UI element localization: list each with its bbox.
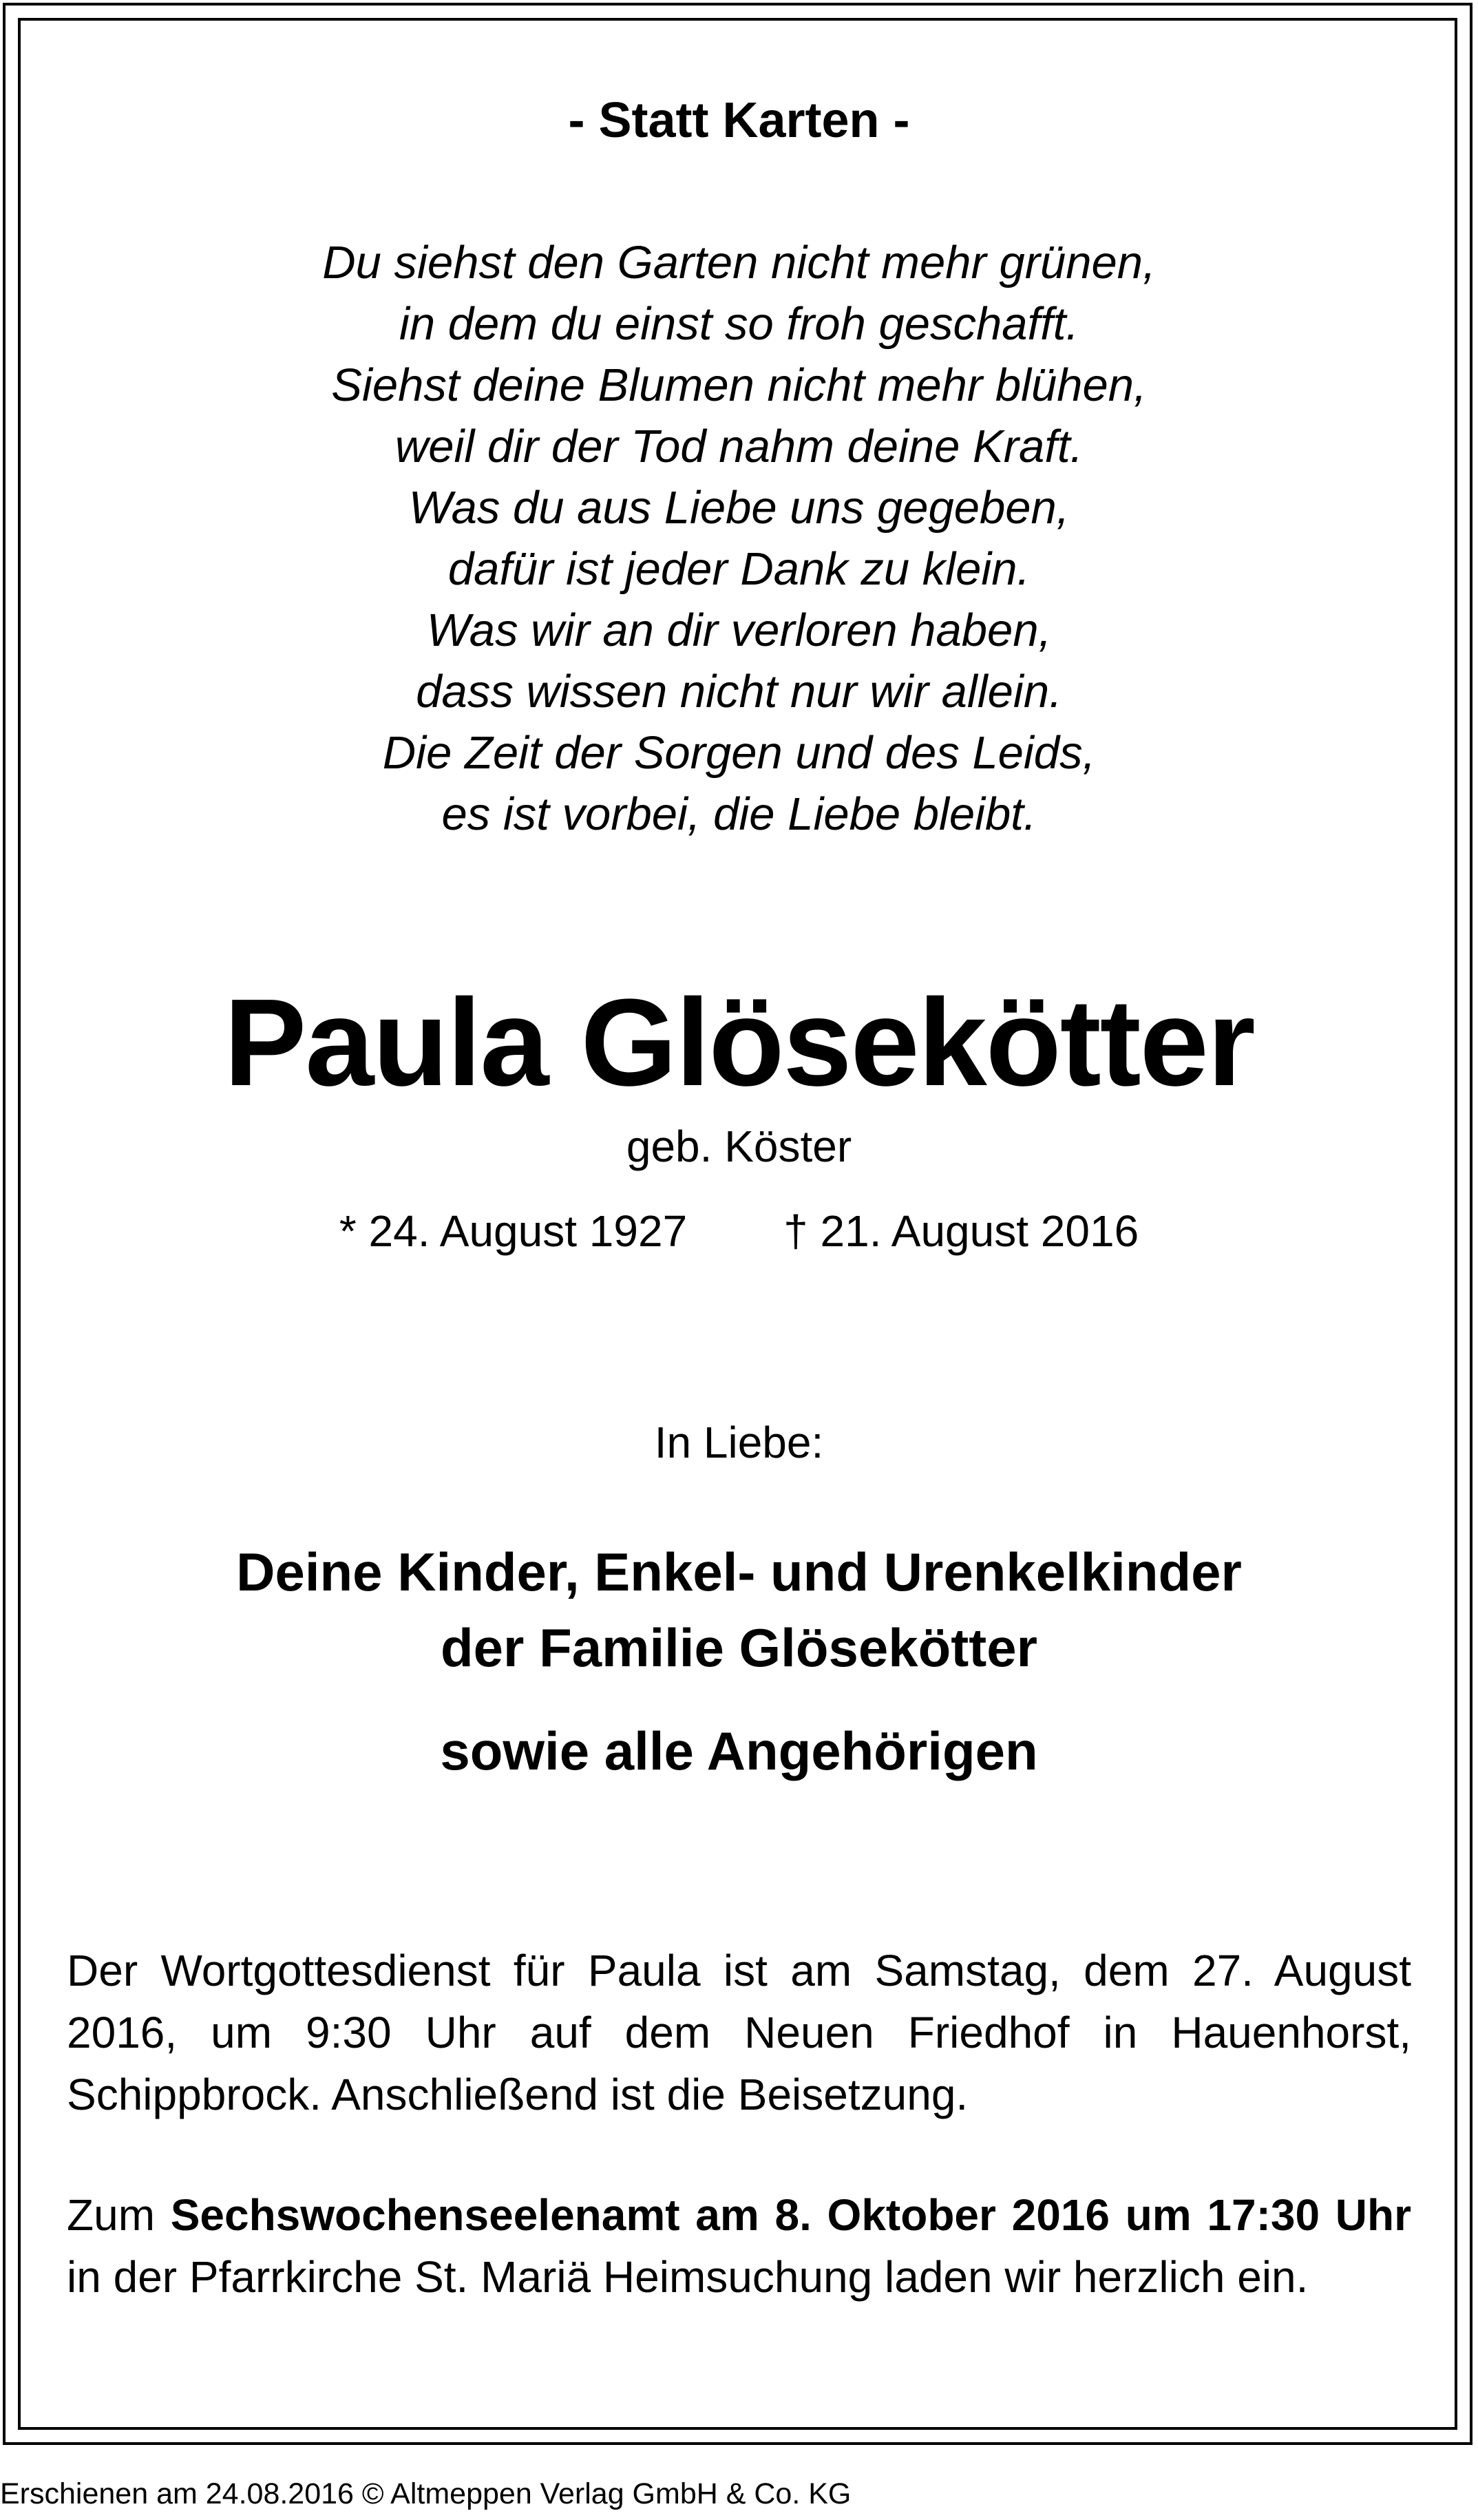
service-paragraph: Der Wortgottesdienst für Paula ist am Samstag, dem 27. August 2016, um 9:30 Uhr auf dem Neuen Friedhof in Hauenhorst, Schippbrock. Anschließend ist die Beisetzung. (67, 1946, 1411, 2119)
mourners-line: Deine Kinder, Enkel- und Urenkelkinder (236, 1542, 1242, 1602)
maiden-name: geb. Köster (626, 1122, 852, 1171)
poem-line: es ist vorbei, die Liebe bleibt. (441, 788, 1037, 840)
mourners-relatives: sowie alle Angehörigen (440, 1721, 1038, 1781)
mass-prefix: Zum (67, 2190, 171, 2240)
poem-line: dafür ist jeder Dank zu klein. (447, 543, 1031, 595)
mourners-line: der Familie Glösekötter (441, 1617, 1037, 1678)
death-date: † 21. August 2016 (783, 1206, 1139, 1256)
poem-line: Die Zeit der Sorgen und des Leids, (382, 727, 1096, 779)
mass-date-bold: Sechswochenseelenamt am 8. Oktober 2016 um 17:30 Uhr (170, 2190, 1412, 2240)
poem-line: in dem du einst so froh geschafft. (399, 298, 1079, 350)
mourners-family (0, 1534, 1478, 1686)
poem-line: dass wissen nicht nur wir allein. (416, 666, 1062, 717)
birth-date: * 24. August 1927 (339, 1206, 688, 1256)
poem (0, 232, 1478, 845)
poem-line: Du siehst den Garten nicht mehr grünen, (322, 237, 1156, 288)
publication-footer: Erschienen am 24.08.2016 © Altmeppen Verlag GmbH & Co. KG (0, 2477, 852, 2510)
mass-paragraph (67, 2184, 1411, 2308)
life-dates (0, 1204, 1478, 1259)
deceased-name: Paula Glösekötter (224, 974, 1254, 1112)
poem-line: Siehst deine Blumen nicht mehr blühen, (331, 359, 1147, 411)
poem-line: weil dir der Tod nahm deine Kraft. (394, 421, 1084, 472)
in-liebe-label: In Liebe: (654, 1418, 824, 1467)
poem-line: Was wir an dir verloren haben, (426, 605, 1052, 656)
statt-karten-heading: - Statt Karten - (568, 93, 910, 148)
poem-line: Was du aus Liebe uns gegeben, (408, 482, 1070, 534)
mass-rest: in der Pfarrkirche St. Mariä Heimsuchung laden wir herzlich ein. (67, 2252, 1309, 2302)
